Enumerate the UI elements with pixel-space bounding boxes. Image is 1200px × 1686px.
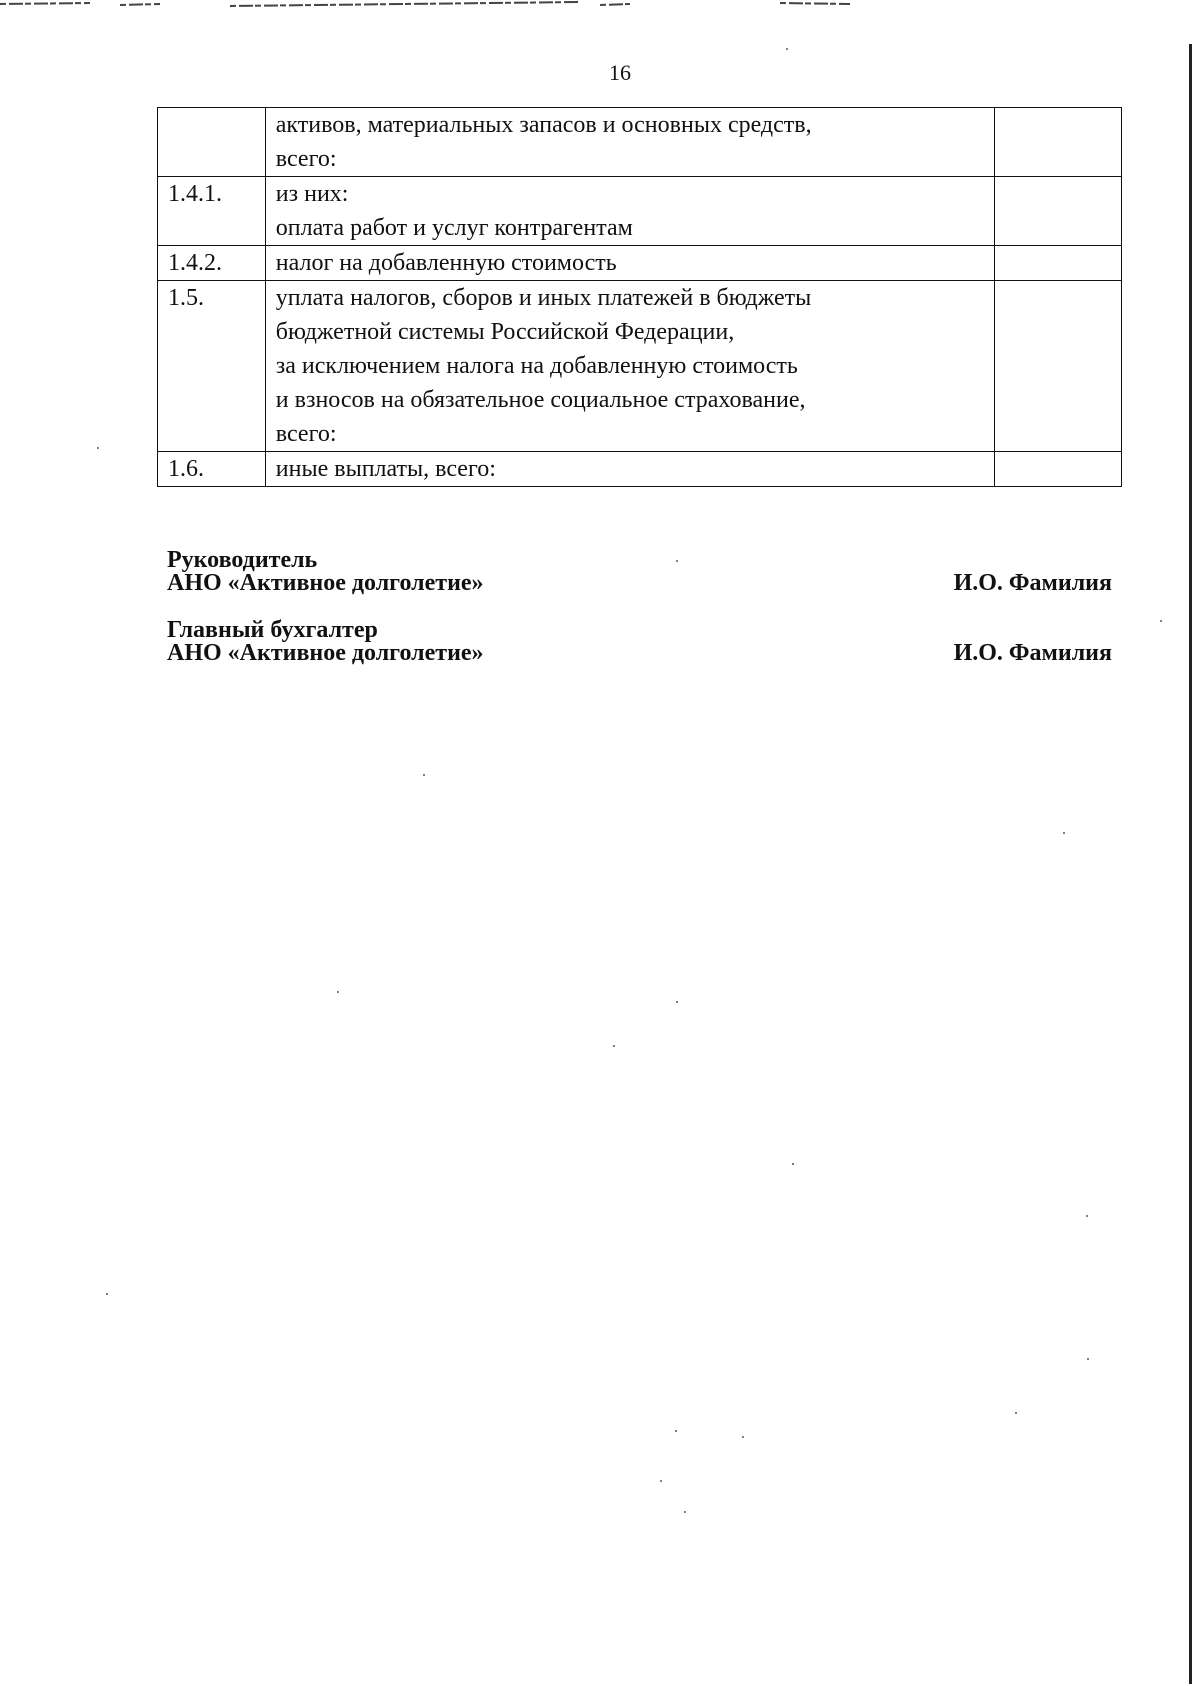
row-description-line: активов, материальных запасов и основных средств, (275, 112, 812, 138)
signature-organization: АНО «Активное долголетие» (167, 640, 484, 666)
row-number: 1.6. (158, 452, 266, 487)
scan-artifact-right-edge (1189, 44, 1192, 1684)
table-row (158, 452, 1122, 487)
row-description-line: оплата работ и услуг контрагентам (275, 215, 633, 241)
row-number: 1.5. (158, 281, 266, 452)
table-row (158, 281, 1122, 452)
row-description-line: за исключением налога на добавленную стоимость (275, 353, 798, 379)
row-number: 1.4.2. (158, 246, 266, 281)
signature-role: Руководитель (167, 547, 318, 573)
scan-artifact-top (0, 0, 860, 10)
table-row (158, 108, 1122, 177)
row-description (265, 108, 994, 177)
table-row (158, 177, 1122, 246)
budget-table (157, 107, 1122, 487)
row-value (995, 246, 1122, 281)
row-description-line: налог на добавленную стоимость (275, 250, 617, 276)
signature-role: Главный бухгалтер (167, 617, 378, 643)
row-description (265, 246, 994, 281)
row-description (265, 452, 994, 487)
signature-block-accountant (167, 619, 1112, 665)
signature-name: И.О. Фамилия (953, 570, 1112, 596)
table-row (158, 246, 1122, 281)
row-value (995, 281, 1122, 452)
page-number: 16 (609, 60, 631, 85)
row-description (265, 177, 994, 246)
row-description-line: из них: (275, 181, 349, 207)
row-value (995, 452, 1122, 487)
row-description (265, 281, 994, 452)
row-description-line: бюджетной системы Российской Федерации, (275, 319, 735, 345)
row-description-line: иные выплаты, всего: (275, 456, 496, 482)
signature-block-director (167, 549, 1112, 595)
row-description-line: всего: (275, 146, 337, 172)
row-value (995, 177, 1122, 246)
signature-organization: АНО «Активное долголетие» (167, 570, 484, 596)
row-description-line: и взносов на обязательное социальное страхование, (275, 387, 806, 413)
row-number: 1.4.1. (158, 177, 266, 246)
row-description-line: всего: (275, 421, 337, 447)
row-value (995, 108, 1122, 177)
row-number (158, 108, 266, 177)
signature-name: И.О. Фамилия (953, 640, 1112, 666)
row-description-line: уплата налогов, сборов и иных платежей в бюджеты (275, 285, 812, 311)
